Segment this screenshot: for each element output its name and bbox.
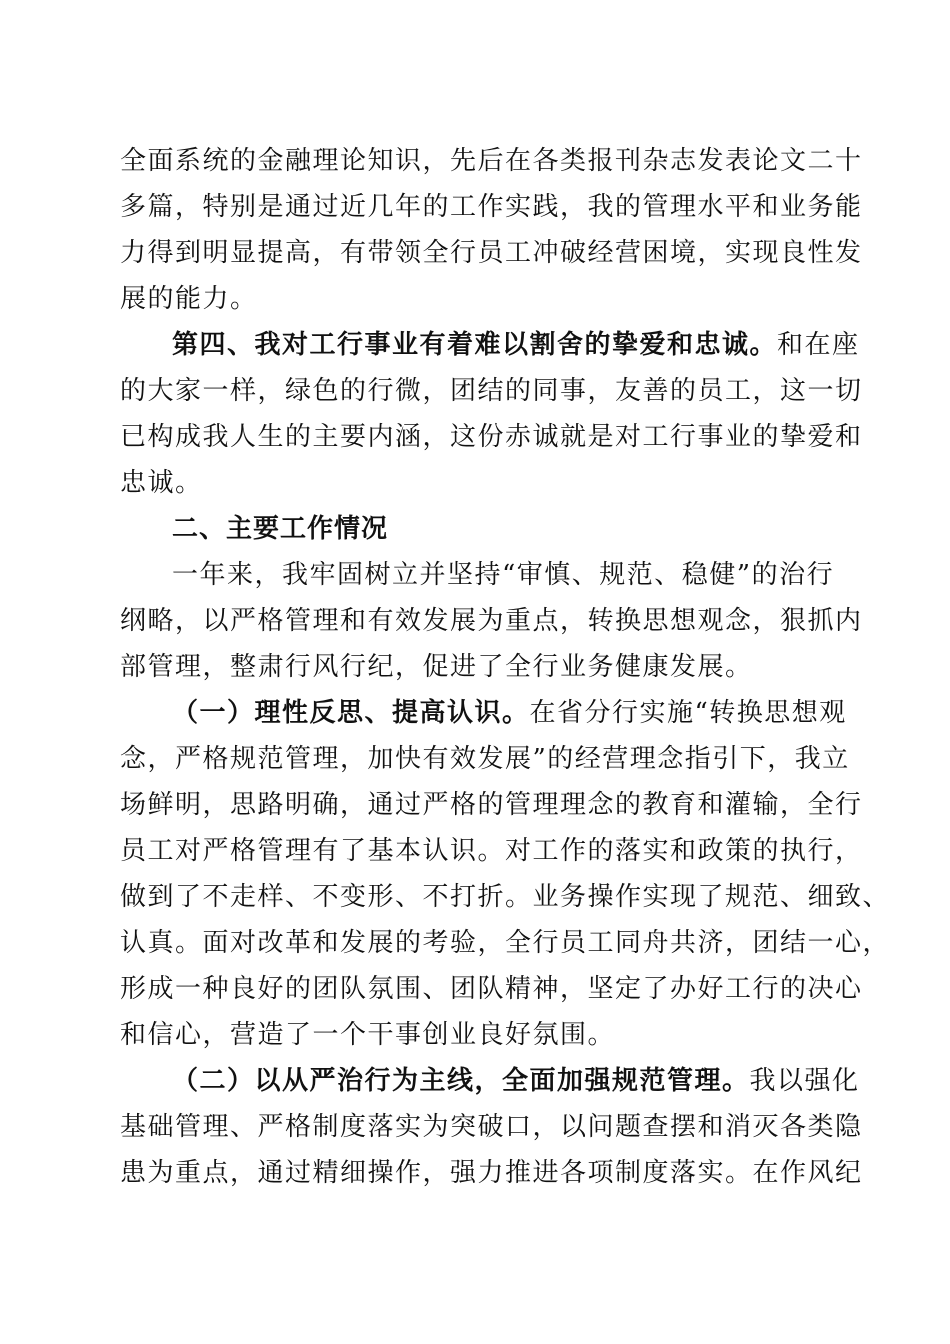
paragraph-3-line-3: 部管理，整肃行风行纪，促进了全行业务健康发展。 <box>120 652 753 682</box>
section-heading: 二、主要工作情况 <box>172 514 389 544</box>
paragraph-4-line-4: 员工对严格管理有了基本认识。对工作的落实和政策的执行， <box>120 836 863 866</box>
paragraph-1-line-4: 展的能力。 <box>120 284 258 314</box>
paragraph-1-line-2: 多篇，特别是通过近几年的工作实践，我的管理水平和业务能 <box>120 192 863 222</box>
paragraph-5-line-1-rest: 我以强化 <box>749 1066 860 1096</box>
paragraph-4-line-8: 和信心，营造了一个干事创业良好氛围。 <box>120 1020 616 1050</box>
paragraph-5-line-2: 基础管理、严格制度落实为突破口，以问题查摆和消灭各类隐 <box>120 1112 863 1142</box>
paragraph-4-line-1-rest: 在省分行实施“转换思想观 <box>529 698 847 728</box>
paragraph-2-line-1 <box>172 322 860 368</box>
paragraph-1-line-1: 全面系统的金融理论知识，先后在各类报刊杂志发表论文二十 <box>120 146 863 176</box>
paragraph-5-lead: （二）以从严治行为主线，全面加强规范管理。 <box>172 1066 750 1096</box>
paragraph-2-lead: 第四、我对工行事业有着难以割舍的挚爱和忠诚。 <box>172 330 778 360</box>
paragraph-4-line-3: 场鲜明，思路明确，通过严格的管理理念的教育和灌输，全行 <box>120 790 863 820</box>
paragraph-2-line-1-rest: 和在座 <box>777 330 860 360</box>
paragraph-5-line-1 <box>172 1058 860 1104</box>
paragraph-2-line-2: 的大家一样，绿色的行微，团结的同事，友善的员工，这一切 <box>120 376 863 406</box>
paragraph-3-line-2: 纲略，以严格管理和有效发展为重点，转换思想观念，狠抓内 <box>120 606 863 636</box>
paragraph-4-line-1 <box>172 690 847 736</box>
paragraph-3-line-1: 一年来，我牢固树立并坚持“审慎、规范、稳健”的治行 <box>172 560 835 590</box>
paragraph-1-line-3: 力得到明显提高，有带领全行员工冲破经营困境，实现良性发 <box>120 238 863 268</box>
paragraph-4-line-7: 形成一种良好的团队氛围、团队精神，坚定了办好工行的决心 <box>120 974 863 1004</box>
paragraph-4-line-6: 认真。面对改革和发展的考验，全行员工同舟共济，团结一心， <box>120 928 891 958</box>
paragraph-4-line-5: 做到了不走样、不变形、不打折。业务操作实现了规范、细致、 <box>120 882 891 912</box>
paragraph-4-line-2: 念，严格规范管理，加快有效发展”的经营理念指引下，我立 <box>120 744 850 774</box>
paragraph-5-line-3: 患为重点，通过精细操作，强力推进各项制度落实。在作风纪 <box>120 1158 863 1188</box>
paragraph-4-lead: （一）理性反思、提高认识。 <box>172 698 530 728</box>
paragraph-2-line-4: 忠诚。 <box>120 468 203 498</box>
paragraph-2-line-3: 已构成我人生的主要内涵，这份赤诚就是对工行事业的挚爱和 <box>120 422 863 452</box>
